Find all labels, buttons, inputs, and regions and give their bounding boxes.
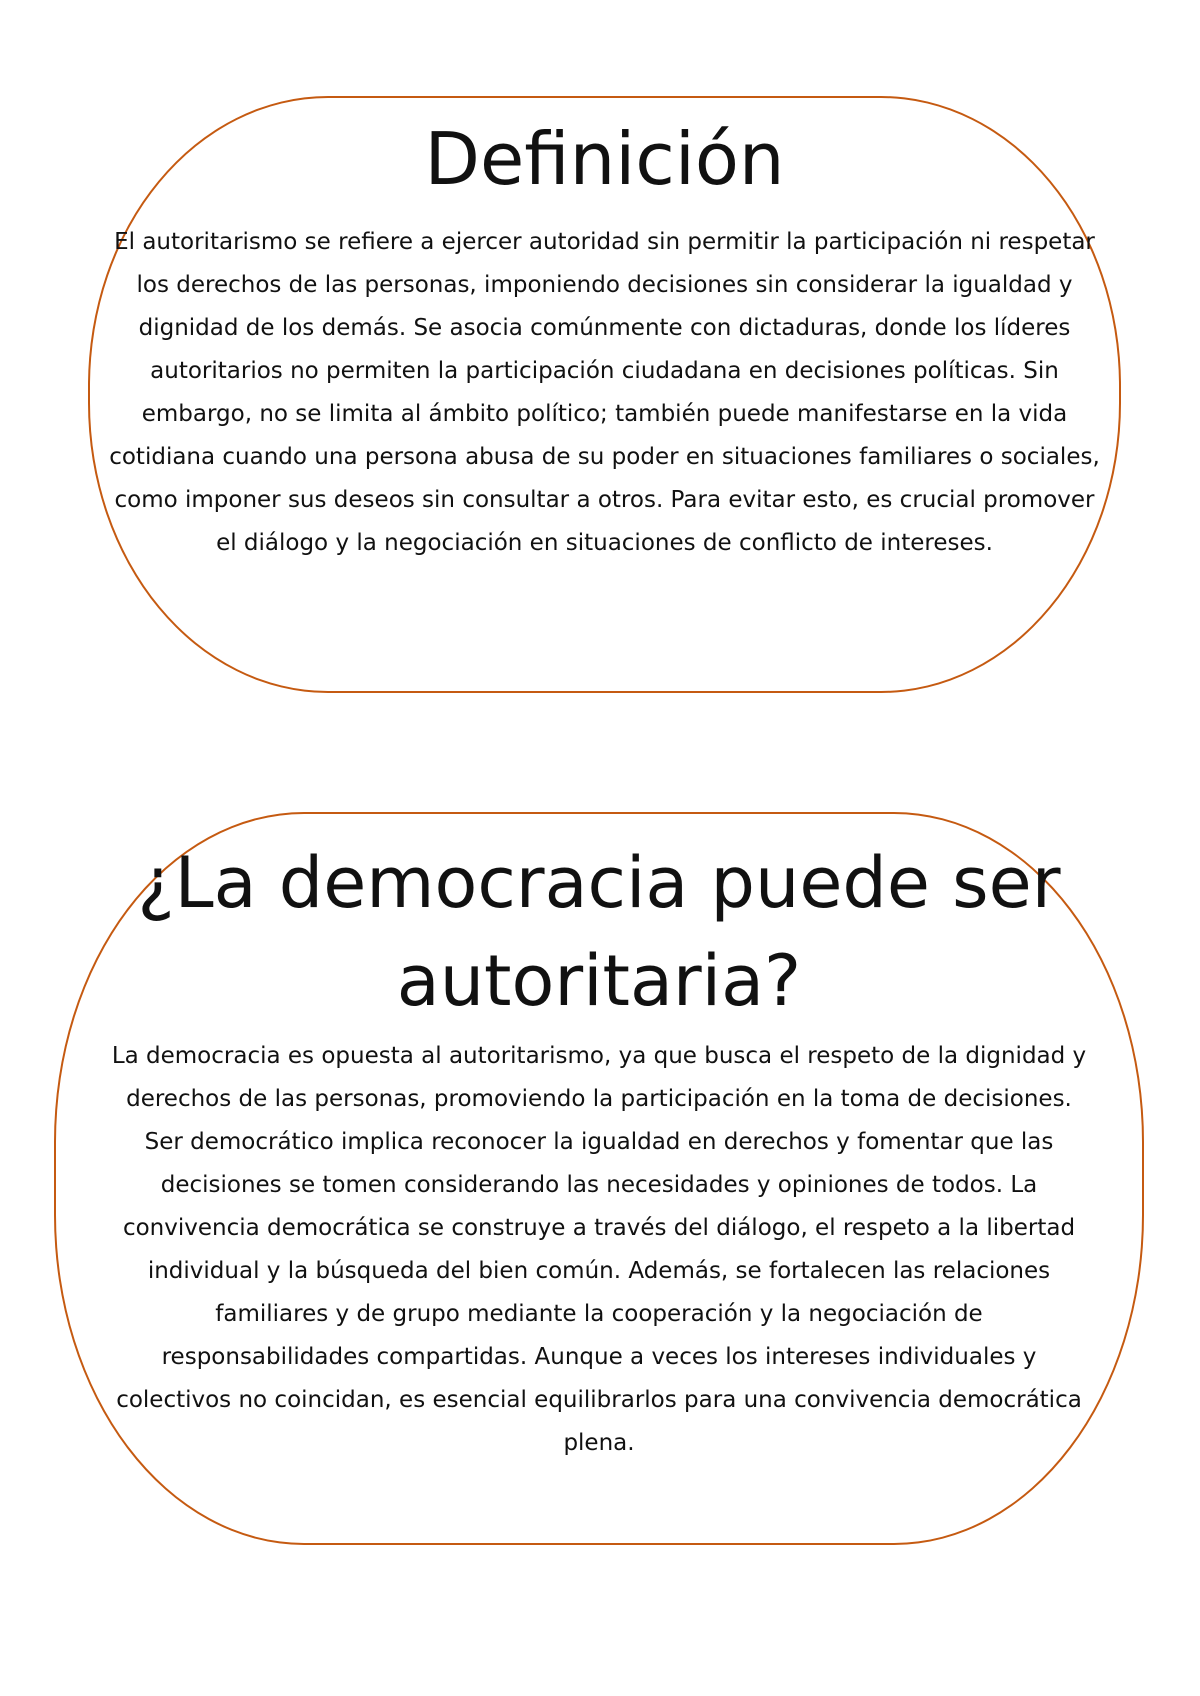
card-title: Definición: [424, 117, 785, 201]
card-title: ¿La democracia puede ser autoritaria?: [137, 842, 1061, 1022]
democracy-question-card: [54, 812, 1144, 1545]
card-body-text: La democracia es opuesta al autoritarismo, ya que busca el respeto de la dignidad y derechos de las personas, promoviendo la participación en la toma de decisiones. Ser democrático implica reconocer la igualdad en derechos y fomentar que las decisiones se tomen considerando las necesidades y opiniones de todos. La convivencia democrática se construye a través del diálogo, el respeto a la libertad individual y la búsqueda del bien común. Además, se fortalecen las relaciones familiares y de grupo mediante la cooperación y la negociación de responsabilidades compartidas. Aunque a veces los intereses individuales y colectivos no coincidan, es esencial equilibrarlos para una convivencia democrática plena.: [111, 1043, 1087, 1456]
card-body-text: El autoritarismo se refiere a ejercer autoridad sin permitir la participación ni respetar los derechos de las personas, imponiendo decisiones sin considerar la igualdad y dignidad de los demás. Se asocia comúnmente con dictaduras, donde los líderes autoritarios no permiten la participación ciudadana en decisiones políticas. Sin embargo, no se limita al ámbito político; también puede manifestarse en la vida cotidiana cuando una persona abusa de su poder en situaciones familiares o sociales, como imponer sus deseos sin consultar a otros. Para evitar esto, es crucial promover el diálogo y la negociación en situaciones de conflicto de intereses.: [109, 229, 1100, 556]
definition-card: [88, 96, 1121, 693]
